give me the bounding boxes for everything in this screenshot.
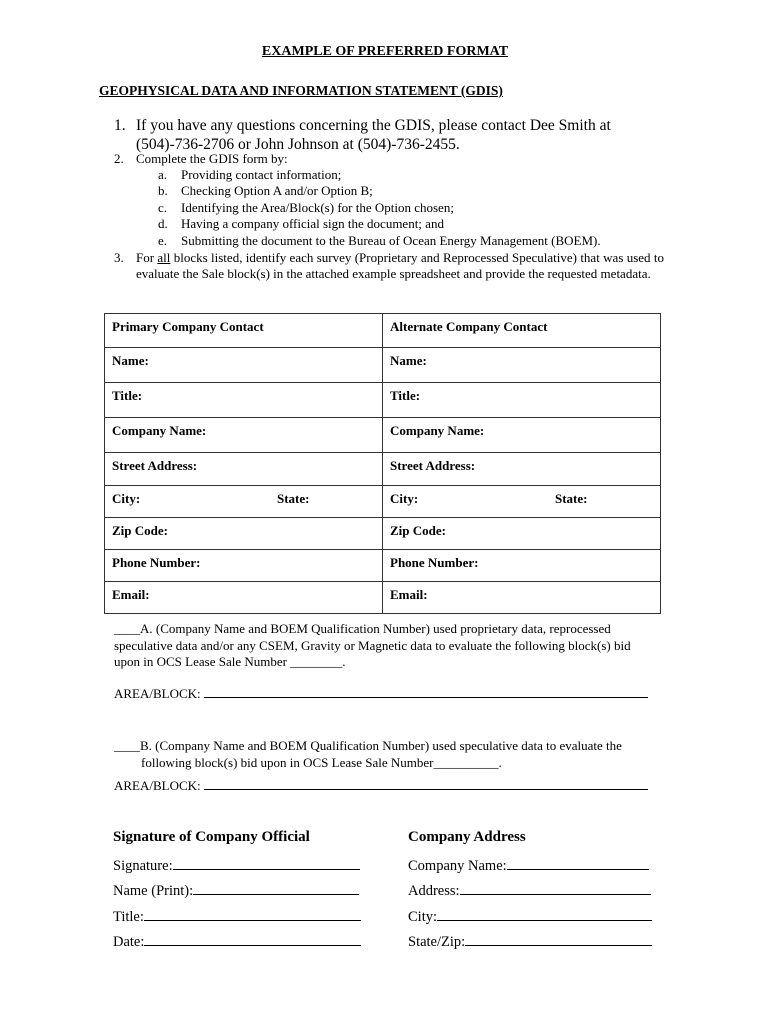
address-field[interactable] — [460, 880, 651, 895]
state-zip-field[interactable] — [465, 931, 652, 946]
signature-row: Signature: — [113, 855, 360, 875]
item-number: 2. — [114, 151, 124, 166]
sale-number-field[interactable]: __________ — [433, 754, 499, 770]
primary-name-field[interactable]: Name: — [105, 348, 383, 383]
option-b-checkbox[interactable]: ____ — [114, 738, 140, 753]
option-b-statement: ____B. (Company Name and BOEM Qualification Number) used speculative data to evaluate the following block(s) bid upon in OCS Lease Sale Number__________. — [114, 738, 622, 770]
alternate-contact-header: Alternate Company Contact — [383, 314, 661, 348]
company-name-field[interactable] — [507, 855, 649, 870]
state-zip-row: State/Zip: — [408, 931, 652, 951]
document-title: EXAMPLE OF PREFERRED FORMAT — [261, 44, 509, 59]
sub-item-e: e. Submitting the document to the Bureau of Ocean Energy Management (BOEM). — [158, 233, 601, 248]
name-print-field[interactable] — [193, 880, 359, 895]
option-b-area-block: AREA/BLOCK: — [114, 778, 648, 794]
item-text: For all blocks listed, identify each survey (Proprietary and Reprocessed Speculative) that was used to evaluate the Sale block(s) in the attached example spreadsheet and provide the requested metadata. — [136, 250, 664, 282]
option-a-area-block: AREA/BLOCK: — [114, 686, 648, 702]
primary-email-field[interactable]: Email: — [105, 582, 383, 614]
primary-street-address-field[interactable]: Street Address: — [105, 453, 383, 486]
address-row: Address: — [408, 880, 651, 900]
option-a-statement: ____A. (Company Name and BOEM Qualification Number) used proprietary data, reprocessed speculative data and/or any CSEM, Gravity or Magnetic data to evaluate the following block(s) bid upon in OCS Lease Sale Number ________. — [114, 621, 631, 670]
sub-item-a: a. Providing contact information; — [158, 167, 342, 182]
alternate-phone-field[interactable]: Phone Number: — [383, 550, 661, 582]
primary-contact-header: Primary Company Contact — [105, 314, 383, 348]
city-row: City: — [408, 906, 652, 926]
sub-item-d: d. Having a company official sign the document; and — [158, 216, 444, 231]
company-address-heading: Company Address — [408, 829, 526, 845]
alternate-city-state-field[interactable]: City: State: — [383, 486, 661, 518]
item-number: 3. — [114, 250, 124, 265]
alternate-street-address-field[interactable]: Street Address: — [383, 453, 661, 486]
company-name-row: Company Name: — [408, 855, 649, 875]
alternate-name-field[interactable]: Name: — [383, 348, 661, 383]
signature-heading: Signature of Company Official — [113, 829, 310, 845]
sub-item-c: c. Identifying the Area/Block(s) for the Option chosen; — [158, 200, 454, 215]
sale-number-field[interactable]: ________ — [290, 654, 343, 670]
item-text: Complete the GDIS form by: — [136, 151, 288, 166]
document-subtitle: GEOPHYSICAL DATA AND INFORMATION STATEMENT (GDIS) — [99, 83, 503, 98]
alternate-title-field[interactable]: Title: — [383, 383, 661, 418]
title-field[interactable] — [144, 906, 361, 921]
sub-item-b: b. Checking Option A and/or Option B; — [158, 183, 373, 198]
date-row: Date: — [113, 931, 361, 951]
state-label: State: — [555, 491, 588, 506]
option-b-area-block-field[interactable] — [204, 778, 648, 790]
primary-title-field[interactable]: Title: — [105, 383, 383, 418]
city-field[interactable] — [437, 906, 652, 921]
primary-phone-field[interactable]: Phone Number: — [105, 550, 383, 582]
date-field[interactable] — [144, 931, 361, 946]
primary-zip-field[interactable]: Zip Code: — [105, 518, 383, 550]
option-a-checkbox[interactable]: ____ — [114, 621, 140, 636]
alternate-company-name-field[interactable]: Company Name: — [383, 418, 661, 453]
title-row: Title: — [113, 906, 361, 926]
name-print-row: Name (Print): — [113, 880, 359, 900]
signature-field[interactable] — [173, 855, 360, 870]
state-label: State: — [277, 491, 310, 506]
alternate-zip-field[interactable]: Zip Code: — [383, 518, 661, 550]
item-number: 1. — [114, 117, 126, 134]
primary-company-name-field[interactable]: Company Name: — [105, 418, 383, 453]
item-text: If you have any questions concerning the GDIS, please contact Dee Smith at (504)-736-2706 or John Johnson at (504)-736-2455. — [136, 117, 611, 153]
contact-table — [104, 313, 661, 614]
primary-city-state-field[interactable]: City: State: — [105, 486, 383, 518]
option-a-area-block-field[interactable] — [204, 686, 648, 698]
alternate-email-field[interactable]: Email: — [383, 582, 661, 614]
